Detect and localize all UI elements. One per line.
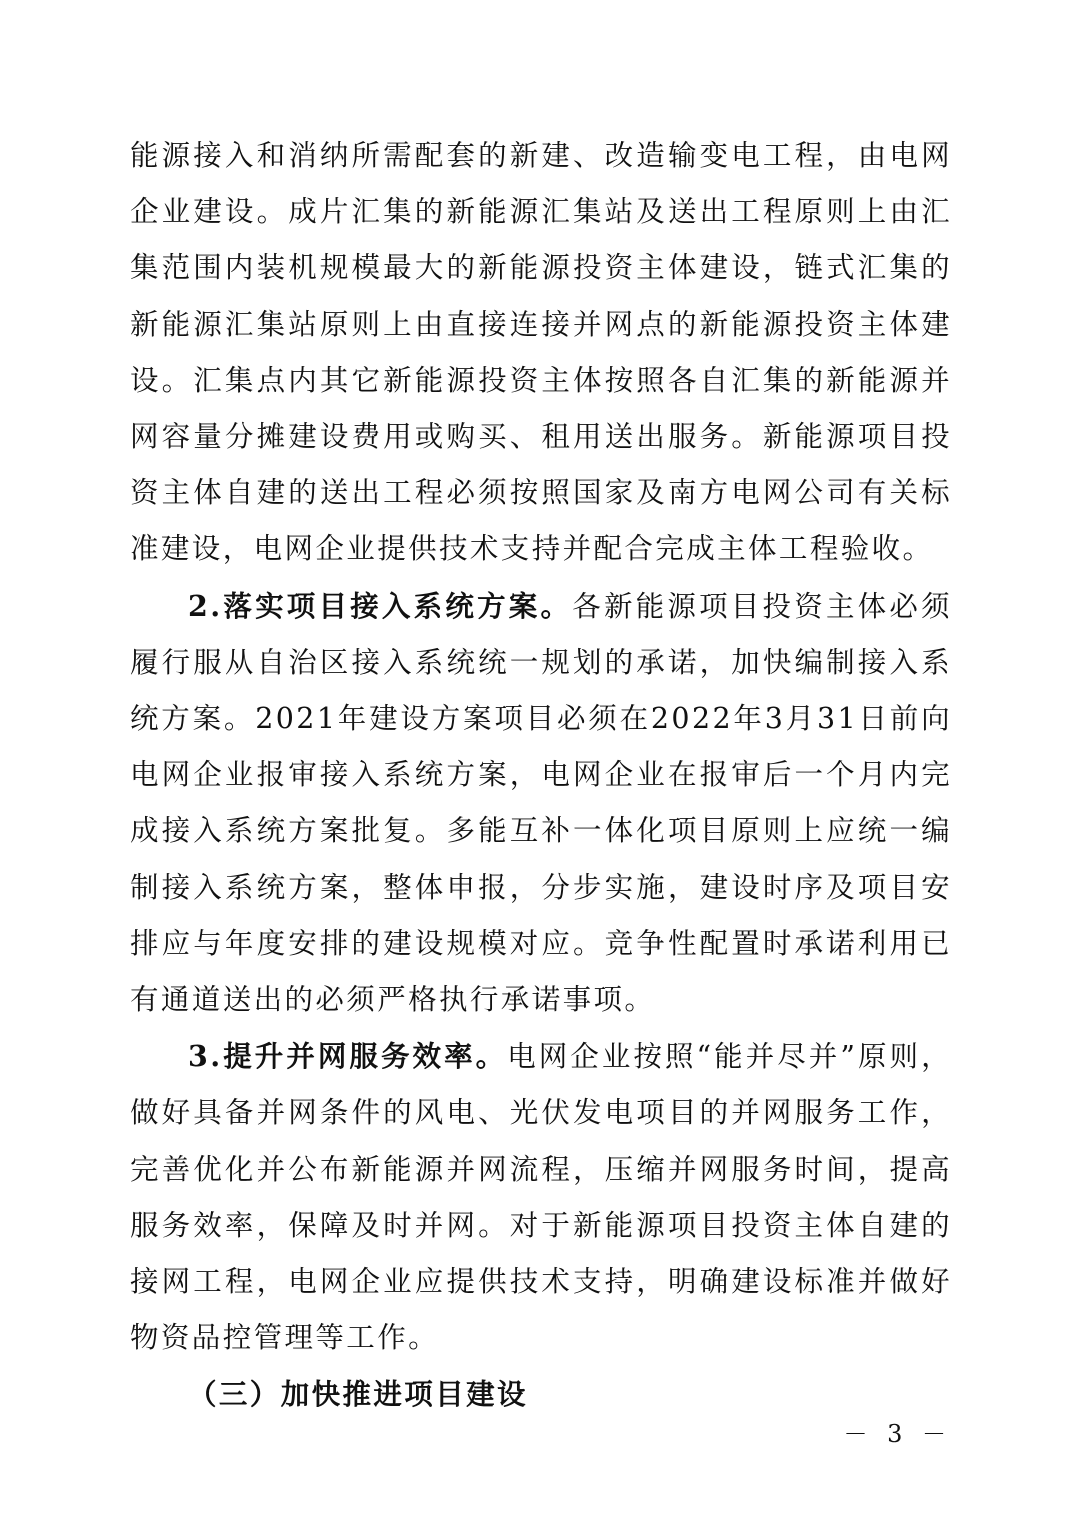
section-heading: （三）加快推进项目建设: [188, 1377, 528, 1412]
paragraph-lead: 2.落实项目接入系统方案。: [188, 588, 573, 623]
paragraph-item-3: [130, 1028, 952, 1366]
paragraph-text: 电网企业按照“能并尽并”原则，做好具备并网条件的风电、光伏发电项目的并网服务工作，完善优化并公布新能源并网流程，压缩并网服务时间，提高服务效率，保障及时并网。对于新能源项目投资主体自建的接网工程，电网企业应提供技术支持，明确建设标准并做好物资品控管理等工作。: [130, 1040, 952, 1355]
paragraph-item-2: [130, 578, 952, 1029]
paragraph-lead: 3.提升并网服务效率。: [188, 1039, 508, 1074]
page-number: － 3 －: [843, 1420, 952, 1448]
paragraph-text: 各新能源项目投资主体必须履行服从自治区接入系统统一规划的承诺，加快编制接入系统方案。2021年建设方案项目必须在2022年3月31日前向电网企业报审接入系统方案，电网企业在报审后一个月内完成接入系统方案批复。多能互补一体化项目原则上应统一编制接入系统方案，整体申报，分步实施，建设时序及项目安排应与年度安排的建设规模对应。竞争性配置时承诺利用已有通道送出的必须严格执行承诺事项。: [130, 589, 952, 1017]
document-page: [130, 128, 952, 1423]
paragraph-text: 能源接入和消纳所需配套的新建、改造输变电工程，由电网企业建设。成片汇集的新能源汇集站及送出工程原则上由汇集范围内装机规模最大的新能源投资主体建设，链式汇集的新能源汇集站原则上由直接连接并网点的新能源投资主体建设。汇集点内其它新能源投资主体按照各自汇集的新能源并网容量分摊建设费用或购买、租用送出服务。新能源项目投资主体自建的送出工程必须按照国家及南方电网公司有关标准建设，电网企业提供技术支持并配合完成主体工程验收。: [130, 139, 952, 566]
paragraph-continuation: [130, 128, 952, 578]
